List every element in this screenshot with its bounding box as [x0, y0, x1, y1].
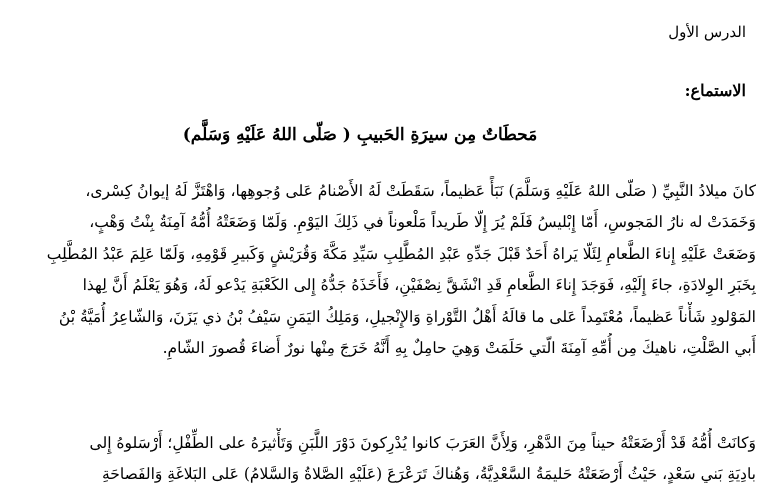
paragraph-line: أَبي الصَّلْتِ، ناهيكَ مِن أُمِّهِ آمِنَةَ الّتي حَلَمَتْ وَهِيَ حامِلٌ بِهِ أَنَّهُ خَرَجَ مِنْها نورٌ أَضاءَ قُصورَ الشّامِ. — [162, 339, 756, 358]
paragraph-line: كانَ ميلادُ النَّبِيِّ ( صَلّى اللهُ عَلَيْهِ وَسَلَّمَ) نَبَأً عَظيماً، سَقَطَتْ لَهُ الأَصْنامُ عَلى وُجوهِها، وَاهْتَزَّ لَهُ إيوانُ كِسْرى، — [85, 182, 756, 200]
paragraph-line: وَكانَتْ أُمُّهُ قَدْ أَرْضَعَتْهُ حيناً مِنَ الدَّهْرِ، وَلِأَنَّ العَرَبَ كانوا يُدْرِكونَ دَوْرَ اللَّبَنِ وَتَأْثيرَهُ على الطِّفْلِ؛ أَرْسَلوهُ إِلى — [89, 434, 756, 452]
paragraph-line: بادِيَةِ بَني سَعْدٍ، حَيْثُ أَرْضَعَتْهُ حَليمَةُ السَّعْدِيَّةُ، وَهُناكَ تَرَعْرَعَ (عَلَيْهِ الصَّلاةُ وَالسَّلامُ) عَلى البَلاغَةِ وَالفَصاحَةِ — [101, 465, 756, 483]
paragraph-line: وَخَمَدَتْ له نارُ المَجوسِ، أَمّا إِبْليسُ فَلَمْ يُرَ إِلّا طَريداً مَلْعوناً في ذَلِكَ اليَوْمِ. وَلَمّا وَضَعَتْهُ أُمُّهُ آمِنَةُ بِنْتُ وَهْبٍ، — [89, 213, 756, 232]
article-title: مَحطَاتٌ مِن سيرَةِ الحَبيبِ ( صَلّى اللهُ عَلَيْهِ وَسَلَّم) — [182, 125, 538, 145]
paragraph-2 — [24, 428, 756, 490]
lesson-title: الدرس الأول — [668, 23, 746, 41]
paragraph-1 — [24, 176, 756, 364]
paragraph-line: بِخَبَرِ الوِلادَةِ، جاءَ إِلَيْهِ، فَوَجَدَ إِناءَ الطَّعامِ قَدِ انْشَقَّ نِصْفَيْنِ، فَأَخَذَهُ جَدُّهُ إِلى الكَعْبَةِ يَدْعو لَهُ، وَهُوَ يَعْلَمُ أَنَّ لِهذا — [82, 276, 756, 295]
section-heading: الاستماع: — [684, 81, 746, 100]
paragraph-line: وَضَعَتْ عَلَيْهِ إِناءَ الطَّعامِ لِئَلّا يَراهُ أَحَدٌ قَبْلَ جَدِّهِ عَبْدِ المُطَّلِبِ سَيِّدِ مَكَّةَ وَقُرَيْشٍ وَكَبيرِ قَوْمِهِ، وَلَمّا عَلِمَ عَبْدُ المُطَّلِبِ — [46, 244, 756, 263]
paragraph-line: المَوْلودِ شَأْناً عَظيماً، مُعْتَمِداً عَلى ما قالَهُ أَهْلُ التَّوْراةِ وَالإِنْجيلِ، وَمَلِكُ اليَمَنِ سَيْفُ بْنُ ذي يَزَنَ، وَالشّاعِرُ أُمَيَّةُ بْنُ — [58, 307, 756, 326]
